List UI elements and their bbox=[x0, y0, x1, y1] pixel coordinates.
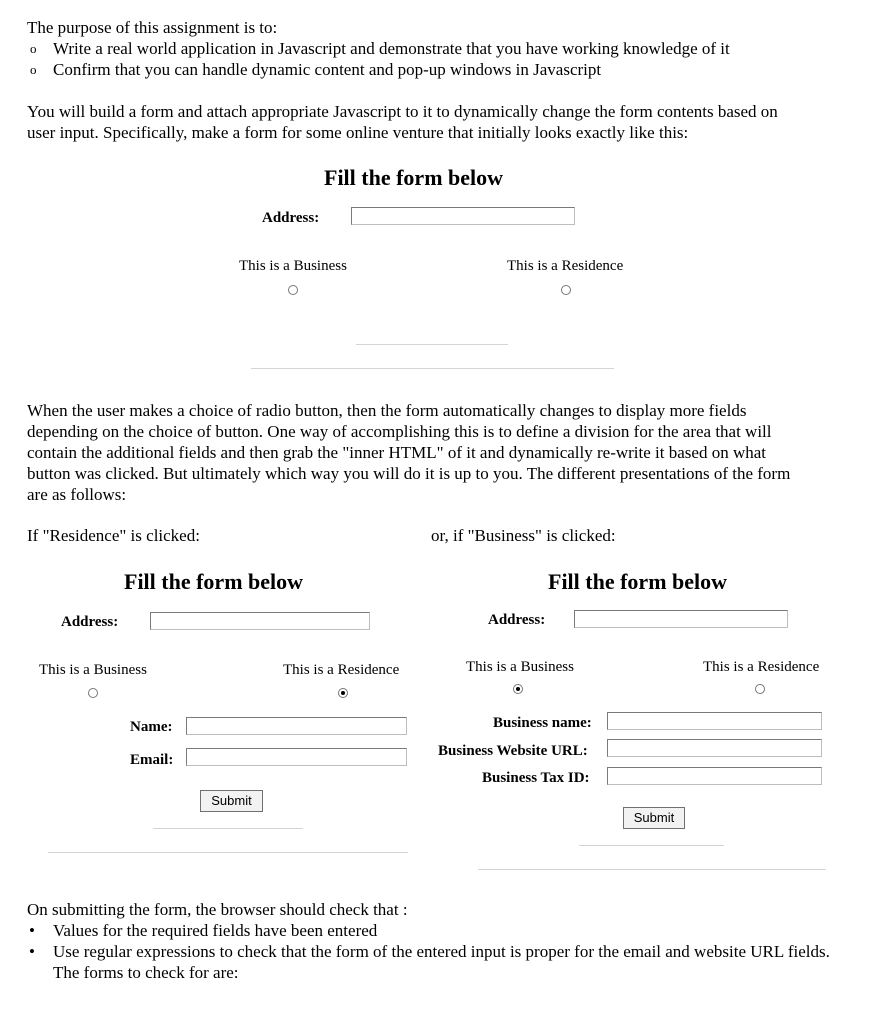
business-radio[interactable] bbox=[88, 688, 98, 698]
residence-radio[interactable] bbox=[561, 285, 571, 295]
residence-option-label: This is a Residence bbox=[703, 659, 820, 675]
divider bbox=[478, 869, 826, 870]
business-radio[interactable] bbox=[288, 285, 298, 295]
divider bbox=[251, 368, 614, 369]
residence-form-title: Fill the form below bbox=[124, 569, 304, 594]
middle-paragraph-line3: contain the additional fields and then grab the "inner HTML" of it and dynamically re-write it based on what bbox=[27, 443, 766, 462]
list-item: o Confirm that you can handle dynamic content and pop-up windows in Javascript bbox=[30, 60, 602, 79]
business-url-label: Business Website URL: bbox=[438, 743, 588, 759]
business-option-label: This is a Business bbox=[466, 659, 574, 675]
closing-intro: On submitting the form, the browser should check that : bbox=[27, 900, 408, 919]
goals-list bbox=[27, 38, 857, 80]
residence-radio[interactable] bbox=[755, 684, 765, 694]
middle-paragraph-line2: depending on the choice of button. One way of accomplishing this is to define a division for the area that will bbox=[27, 422, 772, 441]
email-label: Email: bbox=[130, 752, 174, 768]
address-input[interactable] bbox=[574, 610, 788, 628]
address-input[interactable] bbox=[150, 612, 370, 630]
business-option-label: This is a Business bbox=[239, 258, 347, 274]
residence-option-label: This is a Residence bbox=[507, 258, 624, 274]
address-label: Address: bbox=[488, 612, 546, 628]
intro-paragraph-line2: user input. Specifically, make a form for some online venture that initially looks exactly like this: bbox=[27, 123, 689, 142]
bullet-icon: • bbox=[29, 921, 35, 940]
intro-paragraph-line1: You will build a form and attach appropriate Javascript to it to dynamically change the form contents based on bbox=[27, 102, 778, 121]
middle-paragraph-line5: are as follows: bbox=[27, 485, 127, 504]
residence-radio[interactable] bbox=[338, 688, 348, 698]
circle-bullet-icon: o bbox=[30, 41, 37, 56]
divider bbox=[153, 828, 303, 829]
business-tax-label: Business Tax ID: bbox=[482, 770, 590, 786]
email-input[interactable] bbox=[186, 748, 407, 766]
middle-paragraph-line4: button was clicked. But ultimately which way you will do it is up to you. The different presentations of the form bbox=[27, 464, 791, 483]
middle-paragraph-line1: When the user makes a choice of radio button, then the form automatically changes to display more fields bbox=[27, 401, 747, 420]
business-tax-input[interactable] bbox=[607, 767, 822, 785]
divider bbox=[48, 852, 408, 853]
name-input[interactable] bbox=[186, 717, 407, 735]
business-caption: or, if "Business" is clicked: bbox=[431, 526, 616, 545]
address-input[interactable] bbox=[351, 207, 575, 225]
divider bbox=[579, 845, 724, 846]
name-label: Name: bbox=[130, 719, 173, 735]
list-item: • Use regular expressions to check that the form of the entered input is proper for the email and website URL fields. The forms to check for are: bbox=[29, 942, 830, 982]
business-name-label: Business name: bbox=[493, 715, 592, 731]
form-title: Fill the form below bbox=[324, 165, 504, 190]
business-option-label: This is a Business bbox=[39, 662, 147, 678]
divider bbox=[356, 344, 508, 345]
list-item: o Write a real world application in Javascript and demonstrate that you have working knowledge of it bbox=[30, 39, 730, 58]
bullet-icon: • bbox=[29, 942, 35, 961]
business-url-input[interactable] bbox=[607, 739, 822, 757]
requirements-list bbox=[27, 920, 857, 983]
submit-button[interactable]: Submit bbox=[200, 790, 263, 812]
address-label: Address: bbox=[61, 614, 119, 630]
list-item: • Values for the required fields have been entered bbox=[29, 921, 378, 940]
residence-option-label: This is a Residence bbox=[283, 662, 400, 678]
submit-button[interactable]: Submit bbox=[623, 807, 685, 829]
circle-bullet-icon: o bbox=[30, 62, 37, 77]
business-name-input[interactable] bbox=[607, 712, 822, 730]
residence-caption: If "Residence" is clicked: bbox=[27, 526, 200, 545]
business-form-title: Fill the form below bbox=[548, 569, 728, 594]
address-label: Address: bbox=[262, 210, 320, 226]
purpose-text: The purpose of this assignment is to: bbox=[27, 18, 278, 37]
business-radio[interactable] bbox=[513, 684, 523, 694]
